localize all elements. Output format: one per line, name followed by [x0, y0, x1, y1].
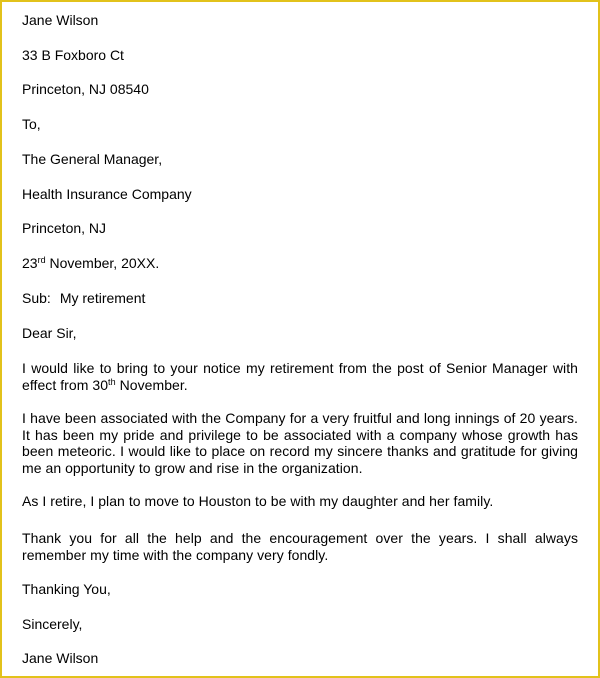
recipient-title: The General Manager,	[22, 151, 163, 167]
subject-label: Sub:	[22, 290, 51, 306]
paragraph-1-text: I would like to bring to your notice my retirement from the post of Senior Manager with effect from 30	[22, 360, 578, 393]
signature-name: Jane Wilson	[22, 650, 99, 666]
date-rest: November, 20XX.	[45, 255, 160, 271]
date-day: 23	[22, 255, 38, 271]
date-day-suffix: rd	[37, 255, 46, 265]
subject-text: My retirement	[59, 290, 146, 306]
recipient-city: Princeton, NJ	[22, 220, 107, 236]
sender-name: Jane Wilson	[22, 12, 99, 28]
paragraph-plans: As I retire, I plan to move to Houston to be with my daughter and her family.	[22, 493, 494, 509]
paragraph-retirement-notice	[22, 360, 578, 393]
sender-city: Princeton, NJ 08540	[22, 81, 149, 97]
recipient-company: Health Insurance Company	[22, 186, 192, 202]
paragraph-1-date-suffix: th	[108, 376, 116, 387]
salutation: Dear Sir,	[22, 325, 77, 341]
closing-sincerely: Sincerely,	[22, 616, 83, 632]
subject-line	[22, 290, 145, 306]
paragraph-association: I have been associated with the Company for a very fruitful and long innings of 20 years. It has been my pride and privilege to be associated with a company whose growth has been meteoric. I would like to place on record my sincere thanks and gratitude for giving me an opportunity to grow and rise in the organization.	[22, 410, 578, 476]
paragraph-1-tail: November.	[115, 376, 188, 393]
sender-street: 33 B Foxboro Ct	[22, 47, 124, 63]
letter-date	[22, 255, 159, 271]
closing-thanking: Thanking You,	[22, 581, 111, 597]
to-label: To,	[22, 116, 41, 132]
paragraph-thanks: Thank you for all the help and the encouragement over the years. I shall always remember my time with the company very fondly.	[22, 530, 578, 563]
